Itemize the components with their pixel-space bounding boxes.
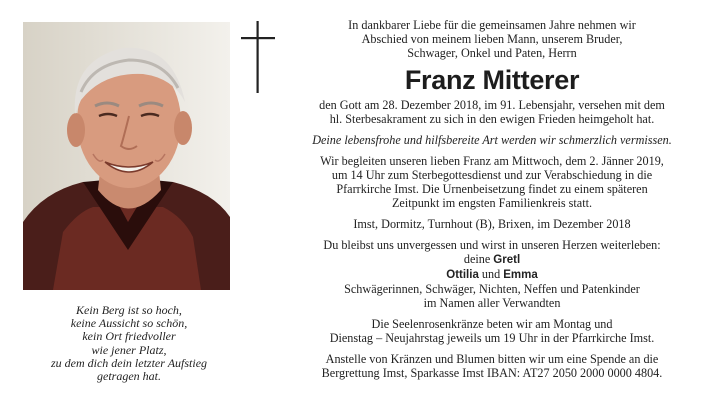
funeral-line: Pfarrkirche Imst. Die Urnenbeisetzung findet zu einem späteren — [336, 182, 648, 196]
intro-block — [278, 18, 706, 60]
donation-block — [278, 352, 706, 380]
poem-line: wie jener Platz, — [91, 342, 167, 357]
poem-line: keine Aussicht so schön, — [70, 316, 188, 331]
funeral-line: um 14 Uhr zum Sterbegottesdienst und zur Verabschiedung in die — [331, 168, 653, 182]
funeral-block — [278, 154, 706, 210]
family-block — [278, 238, 706, 310]
place-date: Imst, Dormitz, Turnhout (B), Brixen, im Dezember 2018 — [353, 217, 631, 231]
family-prefix: deine — [463, 252, 494, 266]
sister-name: Ottilia — [446, 269, 479, 281]
donation-line: Anstelle von Kränzen und Blumen bitten wir um eine Spende an die — [325, 352, 659, 366]
sister-name: Emma — [503, 269, 538, 281]
family-sisters-line — [278, 267, 706, 282]
family-relatives: Schwägerinnen, Schwäger, Nichten, Neffen und Patenkinder — [344, 282, 640, 296]
rosary-line: Die Seelenrosenkränze beten wir am Montag und — [371, 317, 613, 331]
poem-line: kein Ort friedvoller — [82, 329, 176, 344]
intro-line: In dankbarer Liebe für die gemeinsamen Jahre nehmen wir — [348, 18, 636, 32]
deceased-name: Franz Mitterer — [404, 65, 580, 95]
donation-line: Bergrettung Imst, Sparkasse Imst IBAN: AT27 2050 2000 0000 4804. — [321, 366, 663, 380]
funeral-line: Wir begleiten unseren lieben Franz am Mittwoch, dem 2. Jänner 2019, — [320, 154, 664, 168]
rosary-line: Dienstag – Neujahrstag jeweils um 19 Uhr in der Pfarrkirche Imst. — [329, 331, 655, 345]
memorial-poem — [22, 304, 236, 383]
portrait-photo — [23, 22, 230, 290]
rosary-block — [278, 317, 706, 345]
poem-line: Kein Berg ist so hoch, — [76, 303, 182, 317]
death-line: den Gott am 28. Dezember 2018, im 91. Lebensjahr, versehen mit dem — [319, 98, 665, 112]
obituary-text — [278, 5, 706, 380]
family-wife-line — [278, 252, 706, 267]
death-block — [278, 98, 706, 126]
wife-name: Gretl — [493, 254, 521, 266]
funeral-line: Zeitpunkt im engsten Familienkreis statt. — [391, 196, 593, 210]
intro-line: Schwager, Onkel und Paten, Herrn — [407, 46, 577, 60]
family-and: und — [478, 267, 504, 281]
tribute-line: Deine lebensfrohe und hilfsbereite Art werden wir schmerzlich vermissen. — [312, 133, 672, 147]
intro-line: Abschied von meinem lieben Mann, unserem Bruder, — [361, 32, 623, 46]
portrait-illustration — [23, 22, 230, 290]
cross-icon — [241, 21, 275, 93]
death-line: hl. Sterbesakrament zu sich in den ewigen Frieden heimgeholt hat. — [329, 112, 655, 126]
family-intro: Du bleibst uns unvergessen und wirst in unseren Herzen weiterleben: — [323, 238, 661, 252]
family-others: im Namen aller Verwandten — [423, 296, 561, 310]
poem-line: zu dem dich dein letzter Aufstieg — [50, 355, 208, 370]
poem-line: getragen hat. — [97, 369, 161, 384]
